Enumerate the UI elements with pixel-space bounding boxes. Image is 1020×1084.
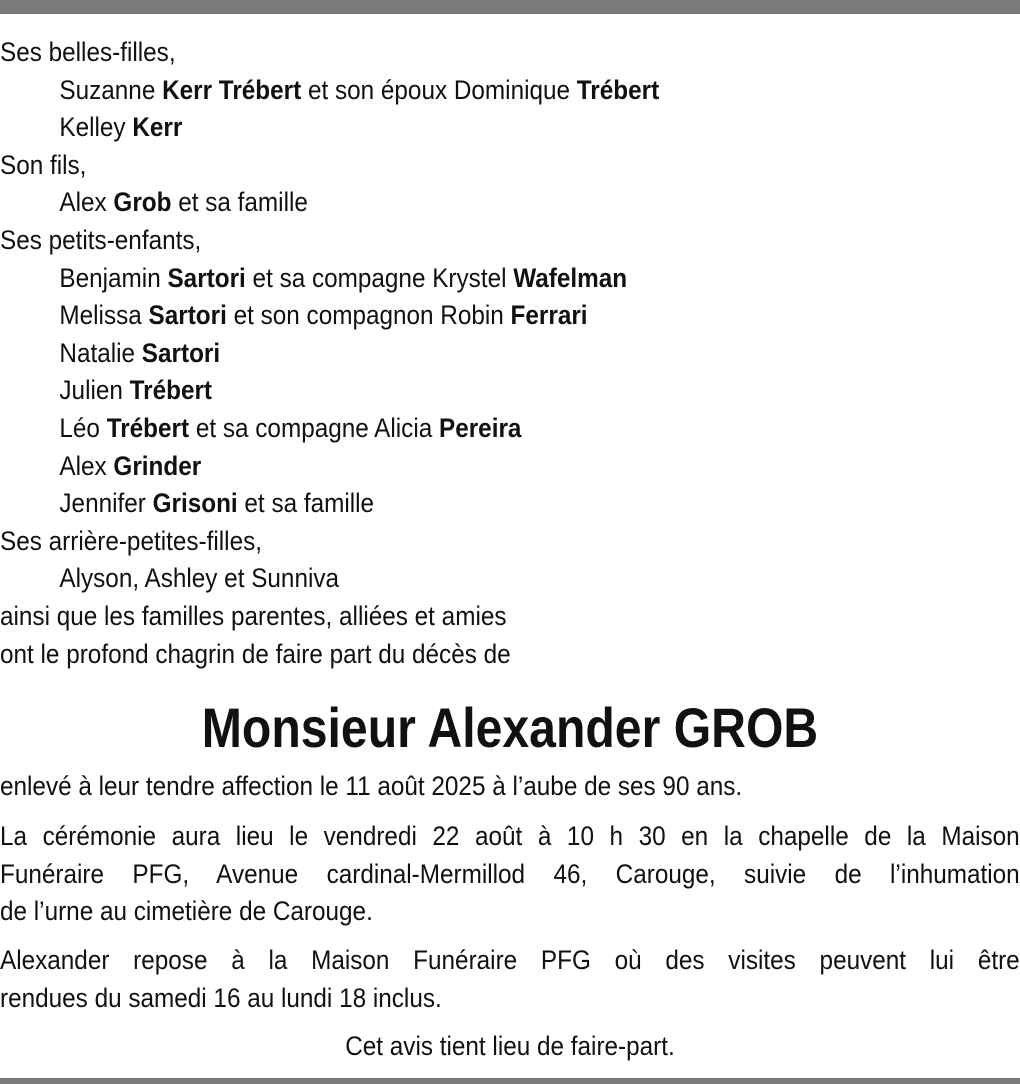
family-member — [0, 109, 918, 147]
name-text: Benjamin — [59, 262, 168, 293]
surname: Grisoni — [152, 488, 238, 519]
family-member — [0, 297, 918, 335]
closing-line: ont le profond chagrin de faire part du décès de — [0, 638, 511, 669]
ceremony-line: Funéraire PFG, Avenue cardinal-Mermillod 46, Carouge, suivie de l’inhumation — [0, 858, 1020, 889]
ceremony-line: La cérémonie aura lieu le vendredi 22 août à 10 h 30 en la chapelle de la Maison — [0, 821, 1020, 851]
family-heading: Ses belles-filles, — [0, 37, 176, 67]
deceased-name: Monsieur Alexander GROB — [201, 696, 819, 759]
top-rule — [0, 0, 1020, 14]
name-text: Natalie — [59, 337, 142, 368]
name-text: Alex — [59, 187, 114, 218]
family-member — [0, 485, 918, 523]
surname: Kerr Trébert — [162, 74, 302, 105]
name-text: Suzanne — [59, 74, 163, 105]
family-member — [0, 560, 918, 598]
surname: Pereira — [439, 412, 522, 443]
closing-line: ainsi que les familles parentes, alliées et amies — [0, 600, 507, 631]
name-text: Julien — [59, 375, 130, 406]
ceremony-paragraph — [0, 818, 1020, 931]
surname: Trébert — [576, 74, 660, 105]
name-text: et sa famille — [171, 187, 308, 218]
family-member — [0, 260, 918, 298]
bottom-rule — [0, 1078, 1020, 1084]
surname: Sartori — [148, 300, 227, 331]
family-member — [0, 335, 918, 373]
family-member — [0, 72, 918, 110]
visitation-line: Alexander repose à la Maison Funéraire PFG où des visites peuvent lui être — [0, 945, 1020, 975]
family-member — [0, 372, 918, 410]
family-member — [0, 184, 918, 222]
family-member — [0, 448, 918, 486]
surname: Sartori — [167, 262, 246, 293]
family-heading: Ses petits-enfants, — [0, 224, 202, 255]
surname: Kerr — [132, 112, 183, 143]
surname: Trébert — [106, 412, 190, 443]
visitation-line: rendues du samedi 16 au lundi 18 inclus. — [0, 982, 442, 1013]
surname: Sartori — [141, 337, 221, 368]
family-heading: Son fils, — [0, 149, 87, 180]
ceremony-line: de l’urne au cimetière de Carouge. — [0, 896, 373, 927]
name-text: et sa compagne Alicia — [189, 412, 440, 443]
surname: Trébert — [129, 375, 213, 406]
death-notice: enlevé à leur tendre affection le 11 août 2025 à l’aube de ses 90 ans. — [0, 771, 743, 801]
name-text: et son époux Dominique — [301, 74, 577, 105]
name-text: Melissa — [59, 300, 149, 331]
name-text: et son compagnon Robin — [226, 300, 511, 331]
name-text: Jennifer — [59, 488, 153, 519]
name-text: Léo — [59, 412, 107, 443]
visitation-paragraph — [0, 942, 1020, 1017]
surname: Grinder — [113, 450, 202, 481]
surname: Ferrari — [510, 300, 588, 331]
family-list — [0, 34, 918, 673]
name-text: Kelley — [59, 112, 133, 143]
surname: Grob — [113, 187, 172, 218]
name-text: et sa famille — [237, 488, 375, 519]
name-text: Alex — [59, 450, 114, 481]
family-heading: Ses arrière-petites-filles, — [0, 525, 262, 556]
surname: Wafelman — [513, 262, 628, 293]
name-text: Alyson, Ashley et Sunniva — [59, 563, 340, 594]
footer-note: Cet avis tient lieu de faire-part. — [345, 1031, 675, 1061]
name-text: et sa compagne Krystel — [245, 262, 514, 293]
family-member — [0, 410, 918, 448]
